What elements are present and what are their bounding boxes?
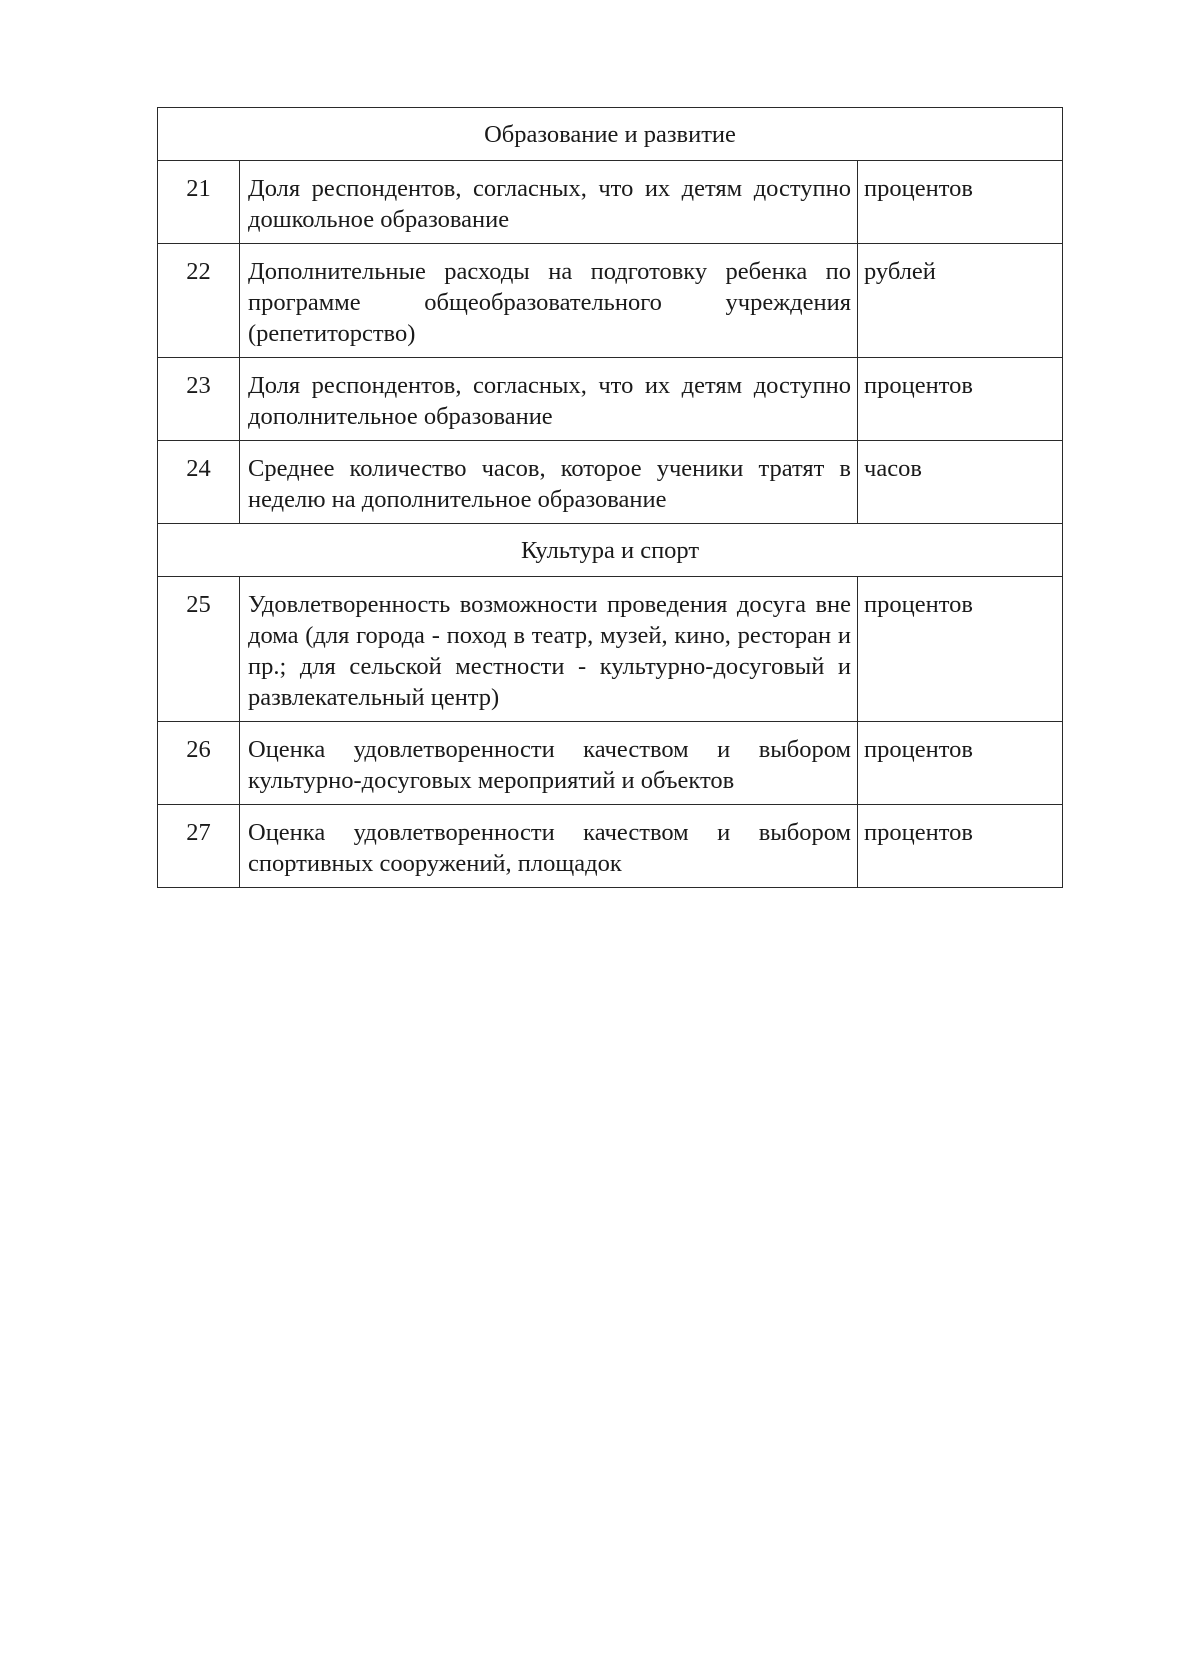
indicator-name: Среднее количество часов, которое ученики тратят в неделю на дополнительное образование [240, 441, 858, 524]
row-number: 23 [158, 358, 240, 441]
section-header-row [158, 524, 1063, 577]
indicator-name: Удовлетворенность возможности проведения досуга вне дома (для города - поход в театр, музей, кино, ресторан и пр.; для сельской местности - культурно-досуговый и развлекательный центр) [240, 577, 858, 722]
unit-of-measure: рублей [858, 244, 1063, 358]
row-number: 25 [158, 577, 240, 722]
table-row [158, 358, 1063, 441]
row-number: 26 [158, 722, 240, 805]
indicators-table [157, 107, 1063, 888]
section-title-education [158, 108, 1063, 161]
table-row [158, 722, 1063, 805]
table-row [158, 244, 1063, 358]
unit-of-measure: процентов [858, 161, 1063, 244]
section-title-culture [158, 524, 1063, 577]
indicator-name: Оценка удовлетворенности качеством и выбором культурно-досуговых мероприятий и объектов [240, 722, 858, 805]
unit-of-measure: процентов [858, 805, 1063, 888]
table-row [158, 161, 1063, 244]
row-number: 21 [158, 161, 240, 244]
indicator-name: Дополнительные расходы на подготовку ребенка по программе общеобразовательного учреждения (репетиторство) [240, 244, 858, 358]
table-row [158, 441, 1063, 524]
unit-of-measure: процентов [858, 577, 1063, 722]
section-title-text: Образование и развитие [484, 120, 736, 148]
section-header-row [158, 108, 1063, 161]
unit-of-measure: часов [858, 441, 1063, 524]
table-row [158, 805, 1063, 888]
row-number: 22 [158, 244, 240, 358]
table-row [158, 577, 1063, 722]
indicator-name: Доля респондентов, согласных, что их детям доступно дополнительное образование [240, 358, 858, 441]
row-number: 24 [158, 441, 240, 524]
unit-of-measure: процентов [858, 722, 1063, 805]
row-number: 27 [158, 805, 240, 888]
section-title-text: Культура и спорт [520, 536, 700, 564]
indicator-name: Доля респондентов, согласных, что их детям доступно дошкольное образование [240, 161, 858, 244]
indicator-name: Оценка удовлетворенности качеством и выбором спортивных сооружений, площадок [240, 805, 858, 888]
unit-of-measure: процентов [858, 358, 1063, 441]
